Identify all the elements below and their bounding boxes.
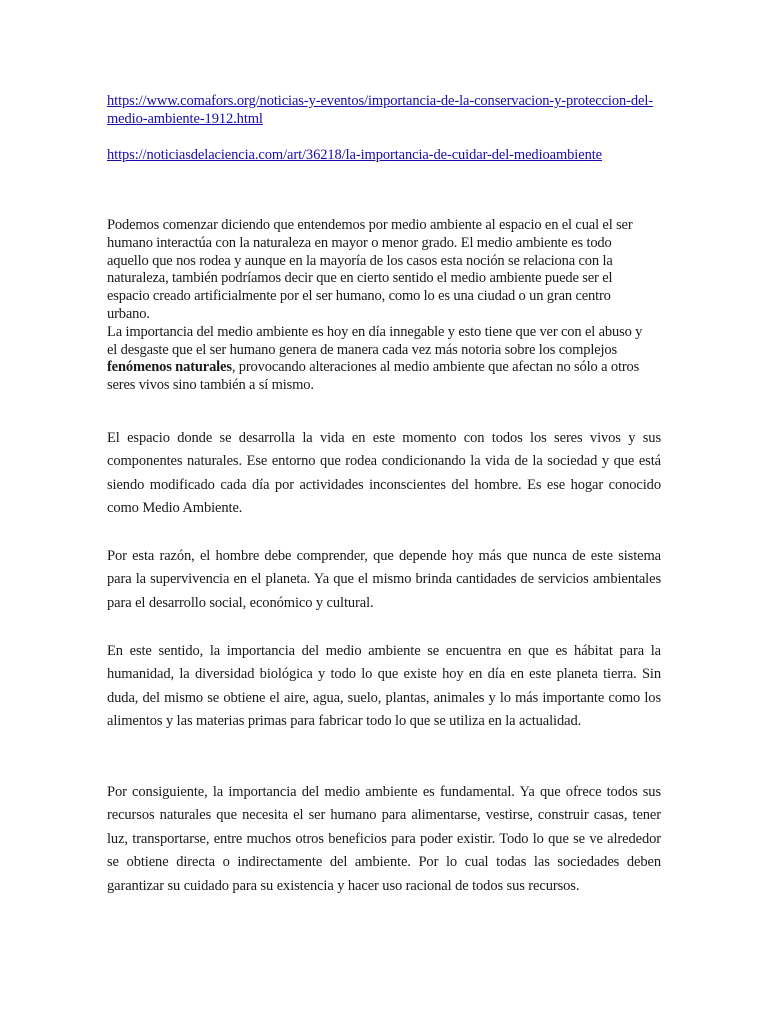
paragraph-living-space <box>107 427 661 521</box>
paragraph-importance-text-start: La importancia del medio ambiente es hoy en día innegable y esto tiene que ver con el abuso y el desgaste que el ser humano genera de manera cada vez más notoria sobre los complejos <box>107 323 643 358</box>
paragraph-conclusion <box>107 781 661 898</box>
paragraph-habitat <box>107 640 661 734</box>
paragraph-survival <box>107 545 661 615</box>
paragraph-importance <box>107 324 652 395</box>
paragraph-text: Por consiguiente, la importancia del medio ambiente es fundamental. Ya que ofrece todos sus recursos naturales que necesita el ser humano para alimentarse, vestirse, construir casas, tener luz, transportarse, entre muchos otros beneficios para poder existir. Todo lo que se ve alrededor se obtiene directa o indirectamente del ambiente. Por lo cual todas las sociedades deben garantizar su cuidado para su existencia y hacer uso racional de todos sus recursos. <box>107 784 661 894</box>
paragraph-definition: Podemos comenzar diciendo que entendemos por medio ambiente al espacio en el cual el ser humano interactúa con la naturaleza en mayor o menor grado. El medio ambiente es todo aquello que nos rodea y aunque en la mayoría de los casos esta noción se relaciona con la naturaleza, también podríamos decir que en cierto sentido el medio ambiente puede ser el espacio creado artificialmente por el ser humano, como lo es una ciudad o un gran centro urbano. <box>107 217 633 322</box>
bold-term: fenómenos naturales <box>107 359 232 376</box>
paragraph-importance-text-end: , provocando alteraciones al medio ambiente que afectan no sólo a otros seres vivos sino también a sí mismo. <box>107 359 640 394</box>
paragraph-text: El espacio donde se desarrolla la vida en este momento con todos los seres vivos y sus componentes naturales. Ese entorno que rodea condicionando la vida de la sociedad y que está siendo modificado cada día por actividades inconscientes del hombre. Es ese hogar conocido como Medio Ambiente. <box>107 430 661 517</box>
paragraph-text: En este sentido, la importancia del medio ambiente se encuentra en que es hábitat para la humanidad, la diversidad biológica y todo lo que existe hoy en día en este planeta tierra. Sin duda, del mismo se obtiene el aire, agua, suelo, plantas, animales y lo más importante como los alimentos y las materias primas para fabricar todo lo que se utiliza en la actualidad. <box>107 643 661 730</box>
intro-block <box>107 217 652 395</box>
source-link-comafors[interactable]: https://www.comafors.org/noticias-y-eventos/importancia-de-la-conservacion-y-proteccion-del-medio-ambiente-1912.html <box>107 93 654 127</box>
source-link-noticiasdelaciencia[interactable]: https://noticiasdelaciencia.com/art/36218/la-importancia-de-cuidar-del-medioambiente <box>107 147 602 163</box>
paragraph-text: Por esta razón, el hombre debe comprender, que depende hoy más que nunca de este sistema para la supervivencia en el planeta. Ya que el mismo brinda cantidades de servicios ambientales para el desarrollo social, económico y cultural. <box>107 548 661 611</box>
